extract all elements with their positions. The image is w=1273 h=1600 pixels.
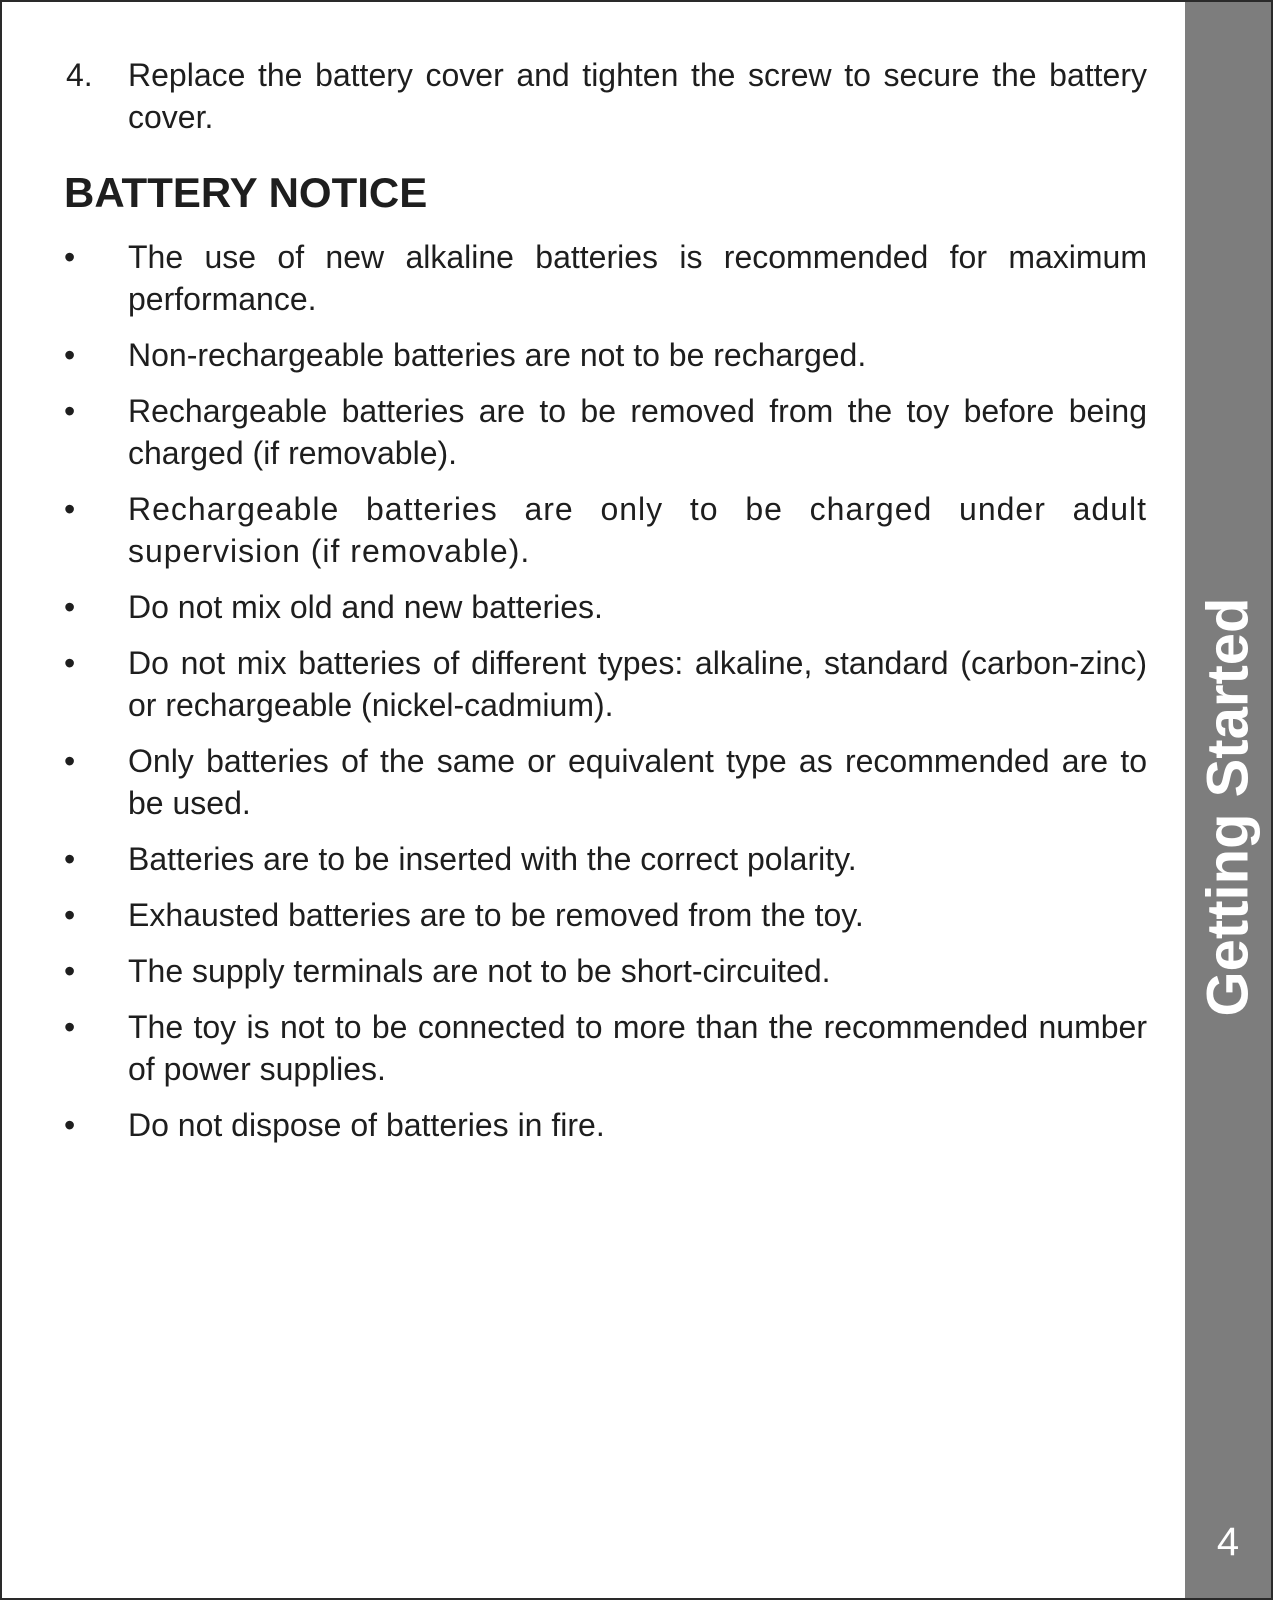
- list-item-text: Batteries are to be inserted with the correct polarity.: [128, 841, 857, 877]
- list-item: [64, 642, 1147, 726]
- list-item-text: Rechargeable batteries are only to be charged under adult supervision (if removable).: [128, 491, 1147, 569]
- list-item-text: Do not dispose of batteries in fire.: [128, 1107, 605, 1143]
- list-item: [64, 950, 1147, 992]
- list-item-text: Exhausted batteries are to be removed from the toy.: [128, 897, 864, 933]
- list-item: [64, 894, 1147, 936]
- bullet: •: [64, 1107, 76, 1143]
- section-title: Getting Started: [1195, 597, 1261, 1017]
- step-text: Replace the battery cover and tighten the screw to secure the battery cover.: [128, 57, 1147, 135]
- bullet: •: [64, 491, 77, 527]
- list-item-text: The supply terminals are not to be short-circuited.: [128, 953, 831, 989]
- list-item: [64, 236, 1147, 320]
- list-item-text: The toy is not to be connected to more than the recommended number of power supplies.: [128, 1009, 1147, 1087]
- list-item: [64, 1104, 1147, 1146]
- list-item: [64, 586, 1147, 628]
- list-item-text: Rechargeable batteries are to be removed from the toy before being charged (if removable).: [128, 393, 1147, 471]
- bullet: •: [64, 239, 76, 275]
- list-item: [64, 390, 1147, 474]
- list-item-text: Non-rechargeable batteries are not to be recharged.: [128, 337, 867, 373]
- bullet: •: [64, 337, 76, 373]
- list-item-text: Only batteries of the same or equivalent type as recommended are to be used.: [128, 743, 1147, 821]
- list-item: [64, 488, 1147, 572]
- battery-notice-list: [64, 236, 1147, 1146]
- bullet: •: [64, 897, 76, 933]
- bullet: •: [64, 953, 76, 989]
- step-number: 4.: [66, 57, 93, 93]
- bullet: •: [64, 645, 76, 681]
- list-item: [64, 1006, 1147, 1090]
- bullet: •: [64, 393, 76, 429]
- section-sidebar: [1185, 2, 1271, 1598]
- list-item: [64, 740, 1147, 824]
- list-item: [64, 838, 1147, 880]
- list-item-text: Do not mix old and new batteries.: [128, 589, 603, 625]
- page-content: [64, 54, 1147, 1160]
- bullet: •: [64, 743, 76, 779]
- battery-notice-heading: BATTERY NOTICE: [64, 169, 428, 216]
- list-item: [64, 334, 1147, 376]
- step-item: [64, 54, 1147, 138]
- bullet: •: [64, 841, 76, 877]
- bullet: •: [64, 1009, 76, 1045]
- bullet: •: [64, 589, 76, 625]
- list-item-text: Do not mix batteries of different types: alkaline, standard (carbon-zinc) or rechargeable (nickel-cadmium).: [128, 645, 1147, 723]
- list-item-text: The use of new alkaline batteries is recommended for maximum performance.: [128, 239, 1147, 317]
- page-number: 4: [1216, 1520, 1240, 1564]
